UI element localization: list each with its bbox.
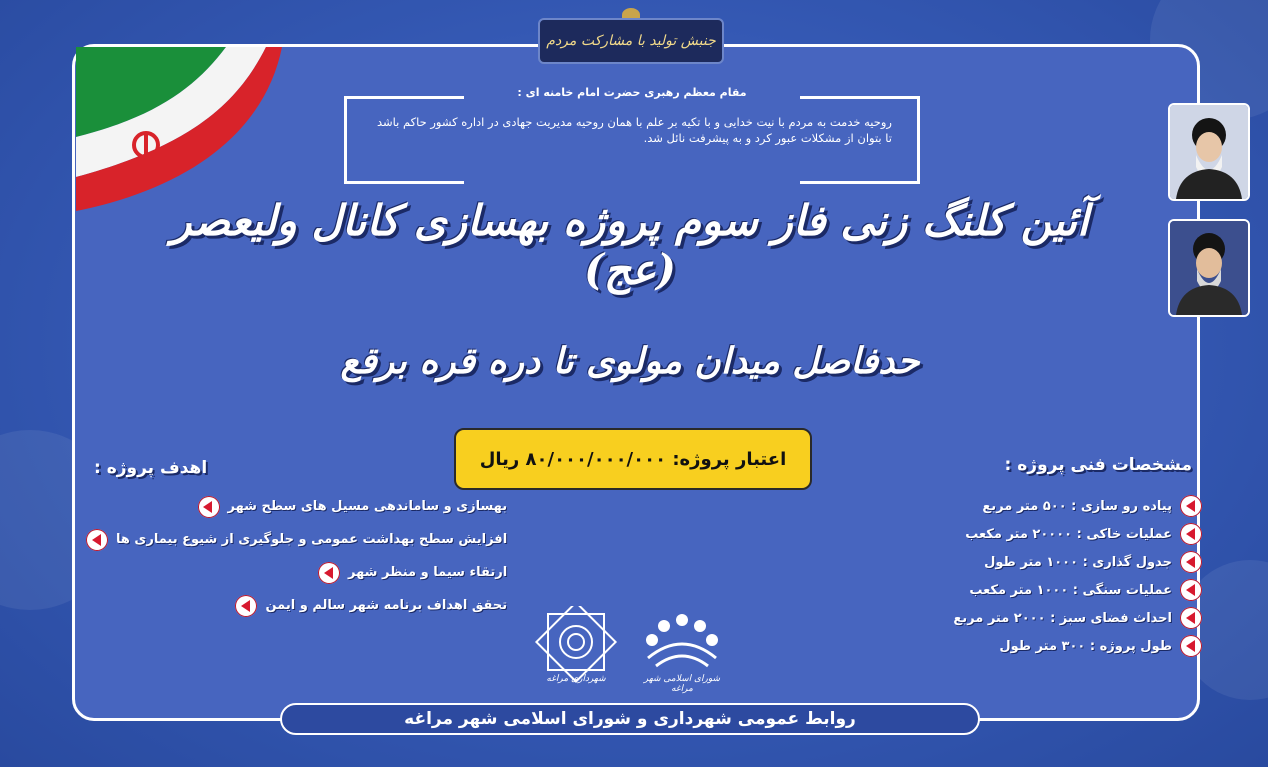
play-bullet-icon [235,595,257,617]
list-item: بهسازی و ساماندهی مسیل های سطح شهر [86,490,507,523]
list-item: عملیات خاکی : ۲۰۰۰۰ متر مکعب [953,520,1202,548]
main-title: آئین کلنگ زنی فاز سوم پروژه بهسازی کانال ولیعصر (عج) [171,196,1089,294]
sub-title: حدفاصل میدان مولوی تا دره قره برقع [340,340,920,382]
specs-list [953,492,1202,660]
goals-list [86,490,507,622]
footer-banner [280,703,980,735]
campaign-badge [538,18,724,64]
list-item: عملیات سنگی : ۱۰۰۰ متر مکعب [953,576,1202,604]
quote-title: مقام معظم رهبری حضرت امام خامنه ای : [344,86,920,99]
list-item: پیاده رو سازی : ۵۰۰ متر مربع [953,492,1202,520]
iran-flag-icon [76,47,282,211]
list-item: طول پروژه : ۳۰۰ متر طول [953,632,1202,660]
budget-text: اعتبار پروژه: ۸۰/۰۰۰/۰۰۰/۰۰۰ ریال [479,448,787,470]
play-bullet-icon [86,529,108,551]
play-bullet-icon [1180,579,1202,601]
council-logo-caption: شورای اسلامی شهر مراغه [643,674,721,694]
list-item: جدول گذاری : ۱۰۰۰ متر طول [953,548,1202,576]
footer-text: روابط عمومی شهرداری و شورای اسلامی شهر مراغه [404,709,856,729]
play-bullet-icon [198,496,220,518]
play-bullet-icon [1180,523,1202,545]
list-item: احداث فضای سبز : ۲۰۰۰ متر مربع [953,604,1202,632]
portrait-bottom [1168,219,1250,317]
play-bullet-icon [1180,607,1202,629]
play-bullet-icon [1180,551,1202,573]
specs-title: مشخصات فنی پروژه : [1004,455,1192,475]
list-item: ارتقاء سیما و منظر شهر [86,556,507,589]
play-bullet-icon [318,562,340,584]
list-item: تحقق اهداف برنامه شهر سالم و ایمن [86,589,507,622]
portrait-top [1168,103,1250,201]
quote-text: روحیه خدمت به مردم با نیت خدایی و با تکیه بر علم با همان روحیه مدیریت جهادی در اداره کشور حاکم باشد تا بتوان از مشکلات عبور کرد و به پیشرفت نائل شد. [376,115,892,145]
campaign-badge-text: جنبش تولید با مشارکت مردم [546,33,716,49]
budget-box [454,428,812,490]
list-item: افزایش سطح بهداشت عمومی و جلوگیری از شیوع بیماری ها [86,523,507,556]
play-bullet-icon [1180,495,1202,517]
municipality-logo-caption: شهرداری مراغه [546,674,606,684]
goals-title: اهدف پروژه : [94,458,208,478]
play-bullet-icon [1180,635,1202,657]
